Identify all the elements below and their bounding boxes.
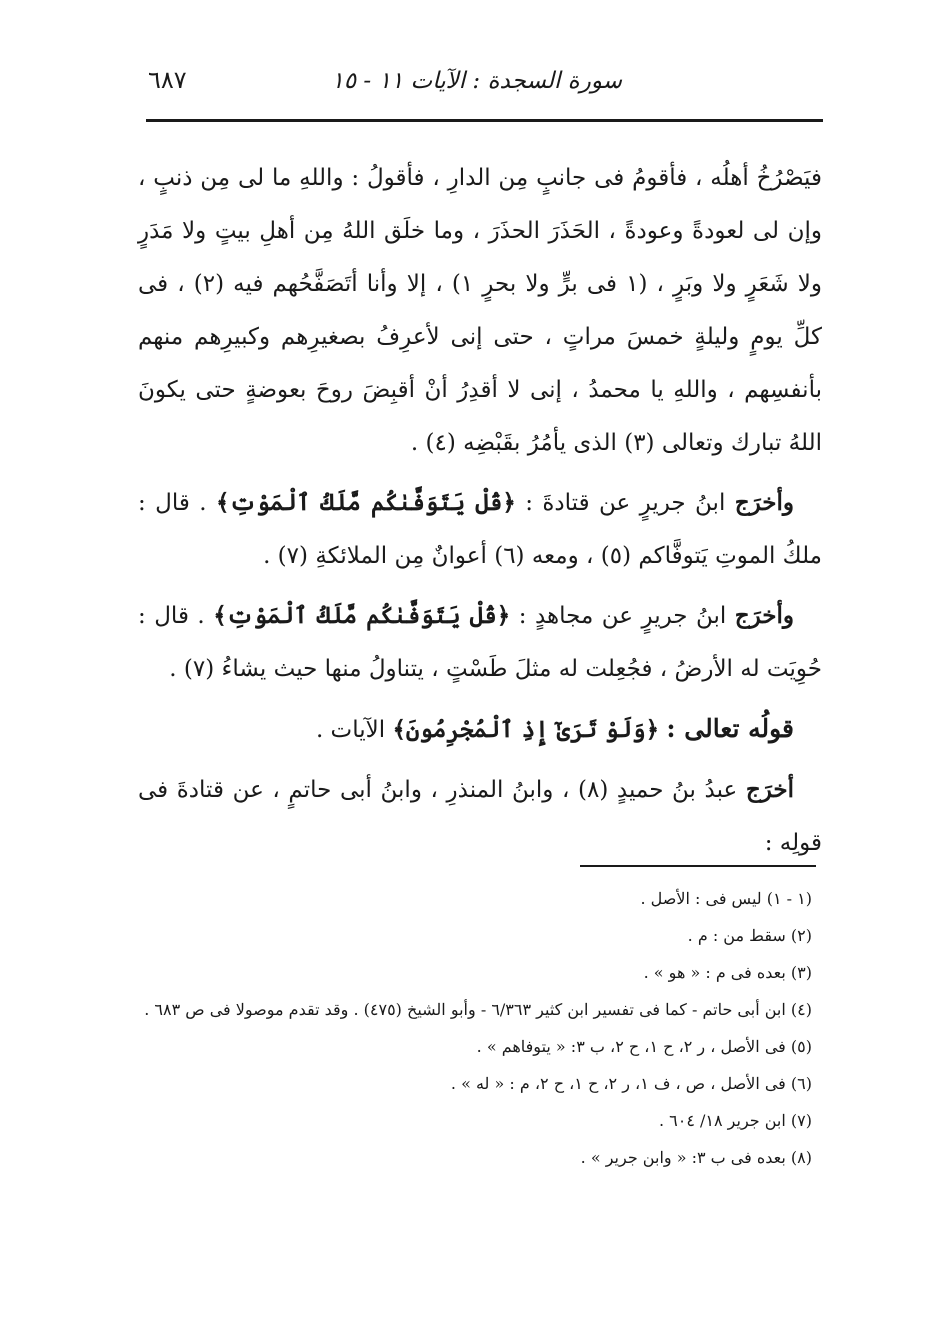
- footnote-rule: [580, 865, 816, 867]
- paragraph-2-quran: ﴿قُلْ يَتَوَفَّىٰكُم مَّلَكُ ٱلْمَوْتِ﴾: [215, 489, 516, 516]
- page-header: [142, 62, 822, 112]
- page-number: ٦٨٧: [148, 66, 187, 94]
- paragraph-4-text-b: الآيات .: [315, 717, 386, 743]
- body-text: [138, 152, 822, 876]
- footnote-4: (٤) ابن أبى حاتم - كما فى تفسير ابن كثير ٦/٣٦٣ - وأبو الشيخ (٤٧٥) . وقد تقدم موصولا فى ص ٦٨٣ .: [144, 1000, 812, 1019]
- footnotes: [140, 880, 822, 1176]
- paragraph-5-text-a: عبدُ بنُ حميدٍ (٨) ، وابنُ المنذرِ ، وابنُ أبى حاتمٍ ، عن قتادةَ فى قولِه :: [138, 777, 822, 856]
- paragraph-3-lead: وأخرَج: [734, 602, 795, 629]
- paragraph-3-quran: ﴿قُلْ يَتَوَفَّىٰكُم مَّلَكُ ٱلْمَوْتِ﴾: [213, 602, 511, 629]
- paragraph-2: [138, 476, 822, 583]
- paragraph-4-heading: [138, 702, 822, 757]
- footnote-8: (٨) بعده فى ب ٣: « وابن جرير » .: [580, 1148, 812, 1167]
- paragraph-1: فيَصْرُخُ أهلُه ، فأقومُ فى جانبٍ مِن الدارِ ، فأقولُ : واللهِ ما لى مِن ذنبٍ ، وإن لى لعودةً وعودةً ، الحَذَرَ الحذَرَ ، وما خلَق اللهُ مِن أهلِ بيتٍ ولا مَدَرٍ ولا شَعَرٍ ولا وبَرٍ ، (١ فى برٍّ ولا بحرٍ ١) ، إلا وأنا أتَصَفَّحُهم فيه (٢) ، فى كلِّ يومٍ وليلةٍ خمسَ مراتٍ ، حتى إنى لأعرِفُ بصغيرِهم وكبيرِهم منهم بأنفسِهم ، واللهِ يا محمدُ ، إنى لا أقدِرُ أنْ أقبِضَ روحَ بعوضةٍ حتى يكونَ اللهُ تبارك وتعالى (٣) الذى يأمُرُ بقَبْضِه (٤) .: [138, 165, 823, 456]
- paragraph-2-text-b: . قال : ملكُ الموتِ يَتوفَّاكم (٥) ، ومعه (٦) أعوانٌ مِن الملائكةِ (٧) .: [138, 490, 822, 569]
- footnote-3: (٣) بعده فى م : « هو » .: [643, 963, 812, 982]
- paragraph-2-text-a: ابنُ جريرٍ عن قتادةَ :: [525, 490, 726, 516]
- footnote-7: (٧) ابن جرير ١٨/ ٦٠٤ .: [658, 1111, 812, 1130]
- paragraph-3-text-b: . قال : حُوِيَت له الأرضُ ، فجُعِلت له مثلَ طَسْتٍ ، يتناولُ منها حيث يشاءُ (٧) .: [138, 603, 822, 682]
- footnote-1: (١ - ١) ليس فى : الأصل .: [640, 889, 812, 908]
- footnote-5: (٥) فى الأصل ، ر ٢، ح ١، ح ٢، ب ٣: « يتوفاهم » .: [476, 1037, 812, 1056]
- header-rule: [146, 119, 823, 122]
- paragraph-5: [138, 763, 822, 870]
- footnote-2: (٢) سقط من : م .: [687, 926, 812, 945]
- paragraph-2-lead: وأخرَج: [734, 489, 795, 516]
- paragraph-4-quran: ﴿وَلَوْ تَرَىٰٓ إِذِ ٱلْمُجْرِمُونَ﴾: [392, 716, 660, 743]
- paragraph-5-lead: أخرَج: [745, 776, 795, 803]
- paragraph-4-lead: قولُه تعالى :: [666, 714, 794, 743]
- footnote-6: (٦) فى الأصل ، ص ، ف ١، ر ٢، ح ١، ح ٢، م : « له » .: [450, 1074, 812, 1093]
- running-title: سورة السجدة : الآيات ١١ - ١٥: [331, 68, 622, 94]
- paragraph-3-text-a: ابنُ جريرٍ عن مجاهدٍ :: [518, 603, 727, 629]
- paragraph-3: [138, 589, 822, 696]
